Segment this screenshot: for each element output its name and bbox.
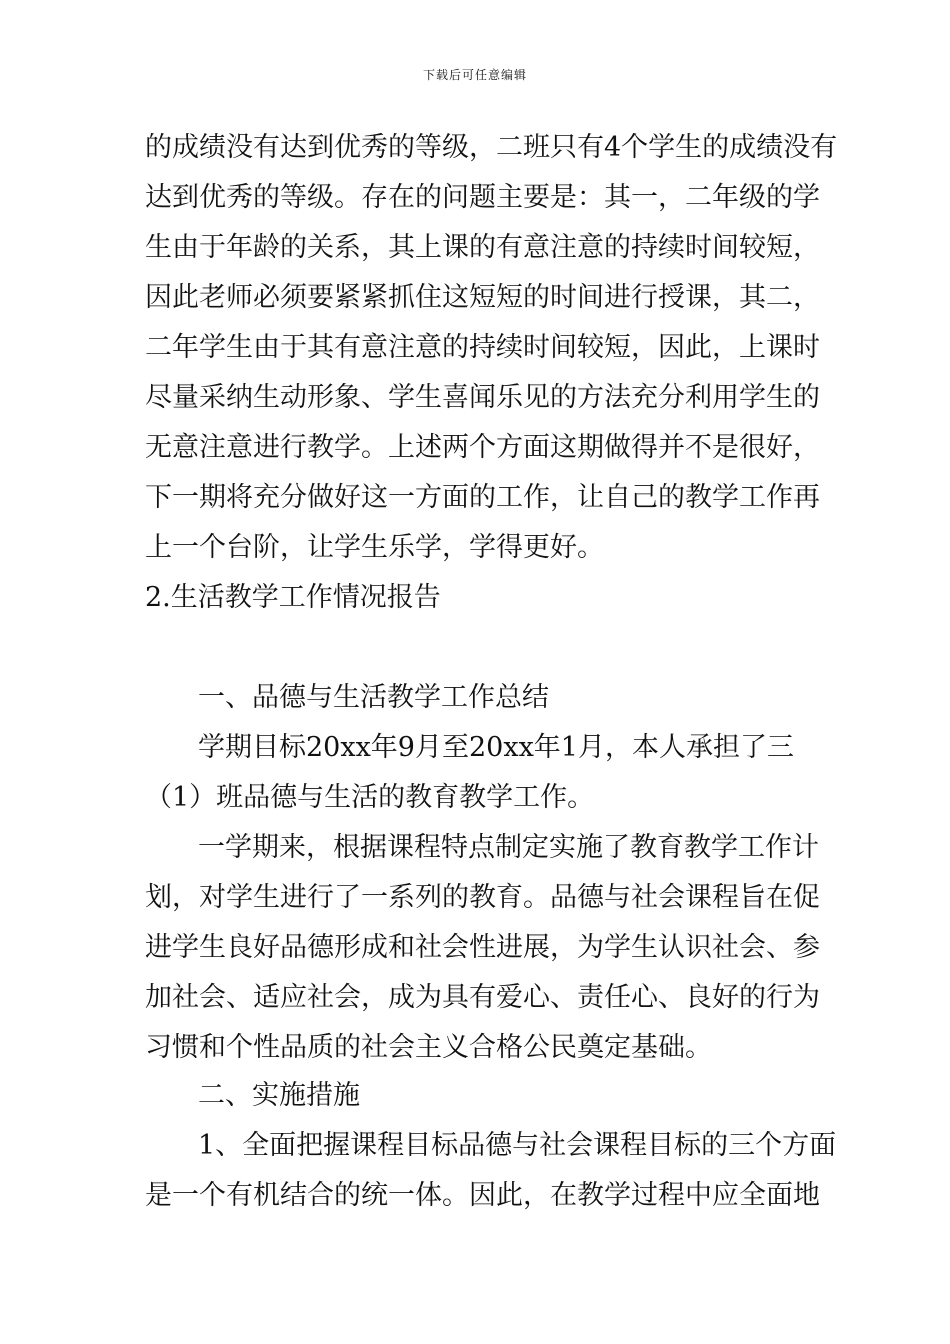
body-line: 划，对学生进行了一系列的教育。品德与社会课程旨在促 xyxy=(145,882,820,913)
page-header: 下载后可任意编辑 xyxy=(422,68,527,82)
body-line: 生由于年龄的关系，其上课的有意注意的持续时间较短， xyxy=(145,232,820,263)
subsection-heading: 一、品德与生活教学工作总结 xyxy=(198,682,549,713)
body-line: 尽量采纳生动形象、学生喜闻乐见的方法充分利用学生的 xyxy=(145,382,820,413)
body-line: 二年学生由于其有意注意的持续时间较短，因此，上课时 xyxy=(145,332,820,363)
body-line: 一学期来，根据课程特点制定实施了教育教学工作计 xyxy=(198,832,819,863)
subsection-heading: 二、实施措施 xyxy=(198,1080,360,1111)
body-line: 上一个台阶，让学生乐学，学得更好。 xyxy=(145,532,604,563)
body-line: 学期目标20xx年9月至20xx年1月，本人承担了三 xyxy=(198,732,794,763)
section-title: 2.生活教学工作情况报告 xyxy=(145,582,441,613)
body-line: （1）班品德与生活的教育教学工作。 xyxy=(145,782,595,813)
body-line: 1、全面把握课程目标品德与社会课程目标的三个方面 xyxy=(198,1130,837,1161)
body-line: 习惯和个性品质的社会主义合格公民奠定基础。 xyxy=(145,1032,712,1063)
body-line: 下一期将充分做好这一方面的工作，让自己的教学工作再 xyxy=(145,482,820,513)
body-line: 无意注意进行教学。上述两个方面这期做得并不是很好， xyxy=(145,432,820,463)
body-line: 达到优秀的等级。存在的问题主要是：其一，二年级的学 xyxy=(145,182,820,213)
body-line: 是一个有机结合的统一体。因此，在教学过程中应全面地 xyxy=(145,1180,820,1211)
body-line: 因此老师必须要紧紧抓住这短短的时间进行授课，其二， xyxy=(145,282,820,313)
body-line: 进学生良好品德形成和社会性进展，为学生认识社会、参 xyxy=(145,932,820,963)
body-line: 加社会、适应社会，成为具有爱心、责任心、良好的行为 xyxy=(145,982,820,1013)
body-line: 的成绩没有达到优秀的等级，二班只有4个学生的成绩没有 xyxy=(145,132,838,163)
